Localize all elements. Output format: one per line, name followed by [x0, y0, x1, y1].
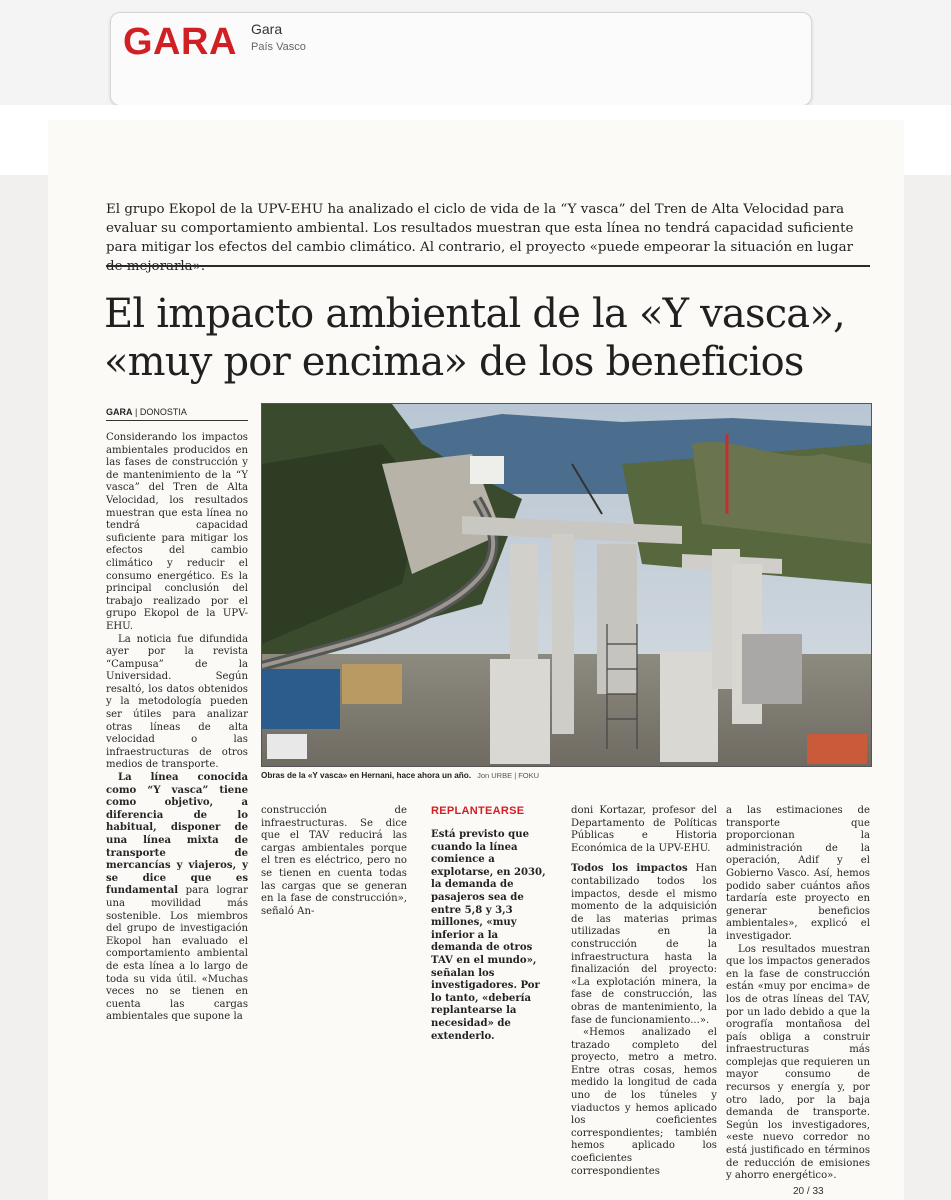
article-column-5	[726, 805, 870, 1183]
article-column-2	[261, 805, 407, 918]
caption-text: Obras de la «Y vasca» en Hernani, hace ahora un año.	[261, 771, 472, 780]
byline-source: GARA	[106, 407, 133, 417]
page-indicator: 20 / 33	[793, 1186, 824, 1197]
paragraph: «Hemos analizado el trazado completo del proyecto, metro a metro. Entre otras cosas, hemos medido la longitud de cada uno de los túneles y viaductos y hemos aplicado los coeficientes correspondientes; también hemos aplicado los coeficientes correspondientes	[571, 1027, 717, 1177]
paragraph: construcción de infraestructuras. Se dice que el TAV reducirá las cargas ambientales porque el tren es eléctrico, pero no se tienen en cuenta todas las cargas que se generan en la fase de construcción», señaló An-	[261, 805, 407, 917]
photo-credit: Jon URBE | FOKU	[477, 771, 540, 780]
gara-logo: GARA	[123, 21, 237, 63]
article-headline	[104, 290, 884, 386]
paragraph-bold: La línea conocida como “Y vasca” tiene como objetivo, a diferencia de lo habitual, disponer de una línea mixta de transporte de mercancías y viajeros, y se dice que es fundamental	[106, 772, 248, 897]
article-lead: El grupo Ekopol de la UPV-EHU ha analizado el ciclo de vida de la “Y vasca” del Tren de Alta Velocidad para evaluar su comportamiento ambiental. Los resultados muestran que esta línea no tendrá capacidad suficiente para mitigar los efectos del cambio climático. Al contrario, el proyecto «puede empeorar la situación en lugar	[106, 202, 854, 255]
headline-line-1: El impacto ambiental de la «Y vasca»,	[104, 291, 845, 337]
byline: GARA | DONOSTIA	[106, 407, 248, 421]
paragraph: doni Kortazar, profesor del Departamento de Políticas Públicas e Historia Económica de la UPV-EHU.	[571, 805, 717, 854]
byline-place: DONOSTIA	[139, 407, 187, 417]
publication-name: Gara	[251, 21, 283, 37]
sidebar-body: Está previsto que cuando la línea comience a explotarse, en 2030, la demanda de pasajeros sea de entre 5,8 y 3,3 millones, «muy inferior a la demanda de otros TAV en el mundo», señalan los investigadores. Por lo tanto, «debería replantearse la necesidad» de extenderlo.	[431, 829, 546, 1042]
publication-region: País Vasco	[251, 41, 306, 53]
paragraph: a las estimaciones de transporte que proporcionan la administración de la operación, Adif y el Gobierno Vasco. Así, hemos podido saber cuántos años tardaría este proyecto en generar beneficios ambientales», explicó el investigador.	[726, 805, 870, 942]
paragraph-rest: para lograr una movilidad más sostenible. Los miembros del grupo de investigación Ekopol han evaluado el comportamiento ambiental de esta línea a lo largo de toda su vida útil. «Muchas veces no se tienen en cuenta las cargas ambientales que supone la	[106, 885, 248, 1023]
photo-caption	[261, 771, 870, 780]
construction-photo-illustration	[262, 404, 871, 766]
paragraph: La noticia fue difundida ayer por la revista “Campusa” de la Universidad. Según resaltó, los datos obtenidos y la metodología pueden ser útiles para analizar otras líneas de alta velocidad o las infraestructuras de otros medios de transporte.	[106, 633, 248, 771]
sidebar-title: REPLANTEARSE	[431, 805, 525, 817]
lead-divider	[106, 265, 870, 267]
publication-card[interactable]	[110, 12, 812, 106]
paragraph	[106, 772, 248, 1024]
paragraph-rest: Han contabilizado todos los impactos, desde el mismo momento de la adquisición de las materias primas utilizadas en la construcción de la infraestructura hasta la finalización del proyecto: «La explotación minera, la fase de construcción, las obras de mantenimiento, la fase de funcionamiento...».	[571, 863, 717, 1026]
headline-line-2: «muy por encima» de los beneficios	[104, 339, 804, 385]
article-column-1	[106, 432, 248, 1024]
paragraph: Los resultados muestran que los impactos generados en la fase de construcción están «muy por encima» de los de otras líneas del TAV, por un lado debido a que la orografía montañosa del país obliga a construir infraestructuras más complejas que requieren un mayor consumo de recursos y energía y, por otro lado, por la baja demanda de transporte. Según los investigadores, «este nuevo corredor no está justificado en términos de reducción de emisiones y ahorro energético».	[726, 943, 870, 1182]
article-photo	[261, 403, 872, 767]
paragraph	[571, 863, 717, 1027]
paragraph: Considerando los impactos ambientales producidos en las fases de construcción y de mantenimiento de la “Y vasca” del Tren de Alta Velocidad, los resultados muestran que esta línea no tendrá capacidad suficiente para mitigar los efectos del cambio climático y reducir el consumo energético. Es la principal conclusión del trabajo realizado por el grupo Ekopol de la UPV-EHU.	[106, 432, 248, 632]
subheading: Todos los impactos	[571, 863, 688, 875]
article-column-4	[571, 805, 717, 1178]
